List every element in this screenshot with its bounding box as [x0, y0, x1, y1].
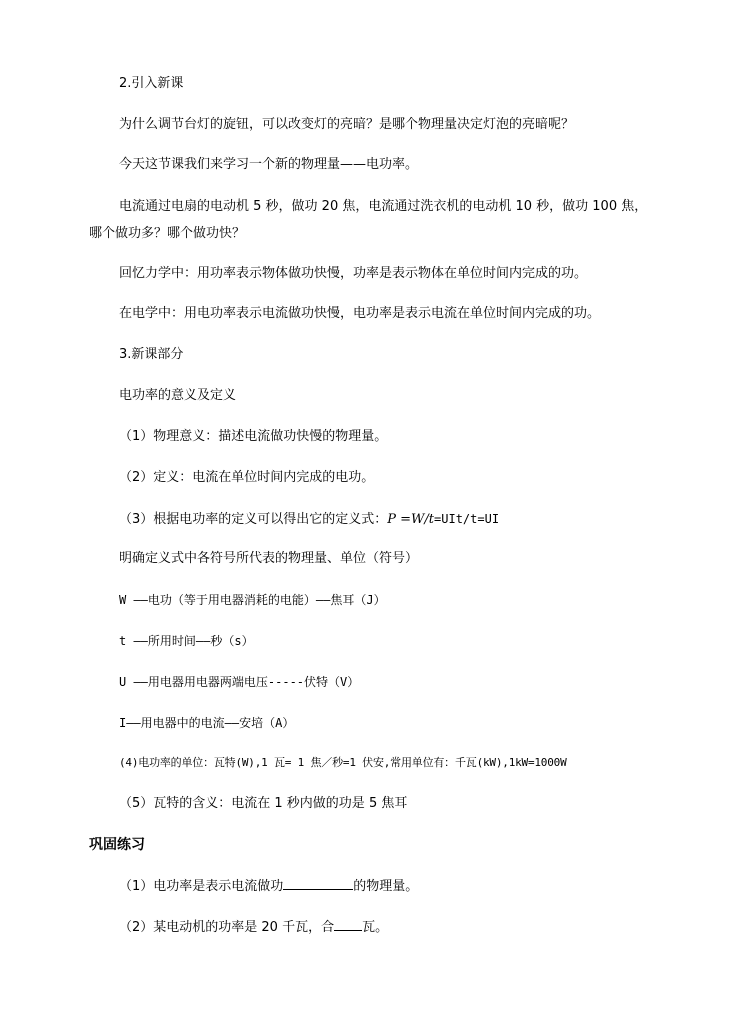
- exercise-2-blank[interactable]: [334, 917, 362, 931]
- exercise-2-prefix: （2）某电动机的功率是 20 千瓦，合: [119, 920, 335, 935]
- intro-heading: 2.引入新课: [119, 76, 184, 91]
- formula-italic-part: P =W/t: [387, 512, 435, 527]
- symbol-i-line: I——用电器中的电流——安培（A）: [119, 716, 295, 730]
- exercise-1: [119, 876, 418, 896]
- exercise-1-prefix: （1）电功率是表示电流做功: [119, 879, 284, 894]
- item-watt-meaning: （5）瓦特的含义：电流在 1 秒内做的功是 5 焦耳: [119, 796, 408, 811]
- exercise-2-suffix: 瓦。: [362, 920, 389, 935]
- symbol-u-line: U ——用电器用电器两端电压-----伏特（V）: [119, 675, 360, 689]
- example-paragraph-line2: 哪个做功多？哪个做功快？: [89, 226, 246, 241]
- symbols-heading: 明确定义式中各符号所代表的物理量、单位（符号）: [119, 551, 419, 566]
- formula-intro-text: （3）根据电功率的定义可以得出它的定义式：: [119, 512, 388, 527]
- example-paragraph-line1: 电流通过电扇的电动机 5 秒，做功 20 焦，电流通过洗衣机的电动机 10 秒，做功 100 焦，: [119, 199, 648, 214]
- symbol-w-line: W ——电功（等于用电器消耗的电能）——焦耳（J）: [119, 593, 386, 607]
- meaning-definition-heading: 电功率的意义及定义: [119, 388, 237, 403]
- new-lesson-heading: 3.新课部分: [119, 347, 184, 362]
- exercise-2: [119, 917, 388, 937]
- symbol-t-line: t ——所用时间——秒（s）: [119, 634, 254, 648]
- item-physical-meaning: （1）物理意义：描述电流做功快慢的物理量。: [119, 429, 388, 444]
- item-definition: （2）定义：电流在单位时间内完成的电功。: [119, 470, 375, 485]
- exercise-1-blank[interactable]: [283, 876, 353, 890]
- item-formula: [119, 510, 499, 529]
- exercise-1-suffix: 的物理量。: [353, 879, 419, 894]
- question-paragraph: 为什么调节台灯的旋钮，可以改变灯的亮暗？是哪个物理量决定灯泡的亮暗呢？: [119, 117, 575, 132]
- practice-heading: 巩固练习: [89, 837, 145, 853]
- formula-rest-part: =UIt/t=UI: [434, 512, 500, 526]
- mechanics-paragraph: 回忆力学中：用功率表示物体做功快慢，功率是表示物体在单位时间内完成的功。: [119, 266, 588, 281]
- electricity-paragraph: 在电学中：用电功率表示电流做功快慢，电功率是表示电流在单位时间内完成的功。: [119, 306, 601, 321]
- today-paragraph: 今天这节课我们来学习一个新的物理量——电功率。: [119, 157, 419, 172]
- item-units: (4)电功率的单位：瓦特(W),1 瓦= 1 焦／秒=1 伏安,常用单位有：千瓦(kW),1kW=1000W: [119, 756, 567, 769]
